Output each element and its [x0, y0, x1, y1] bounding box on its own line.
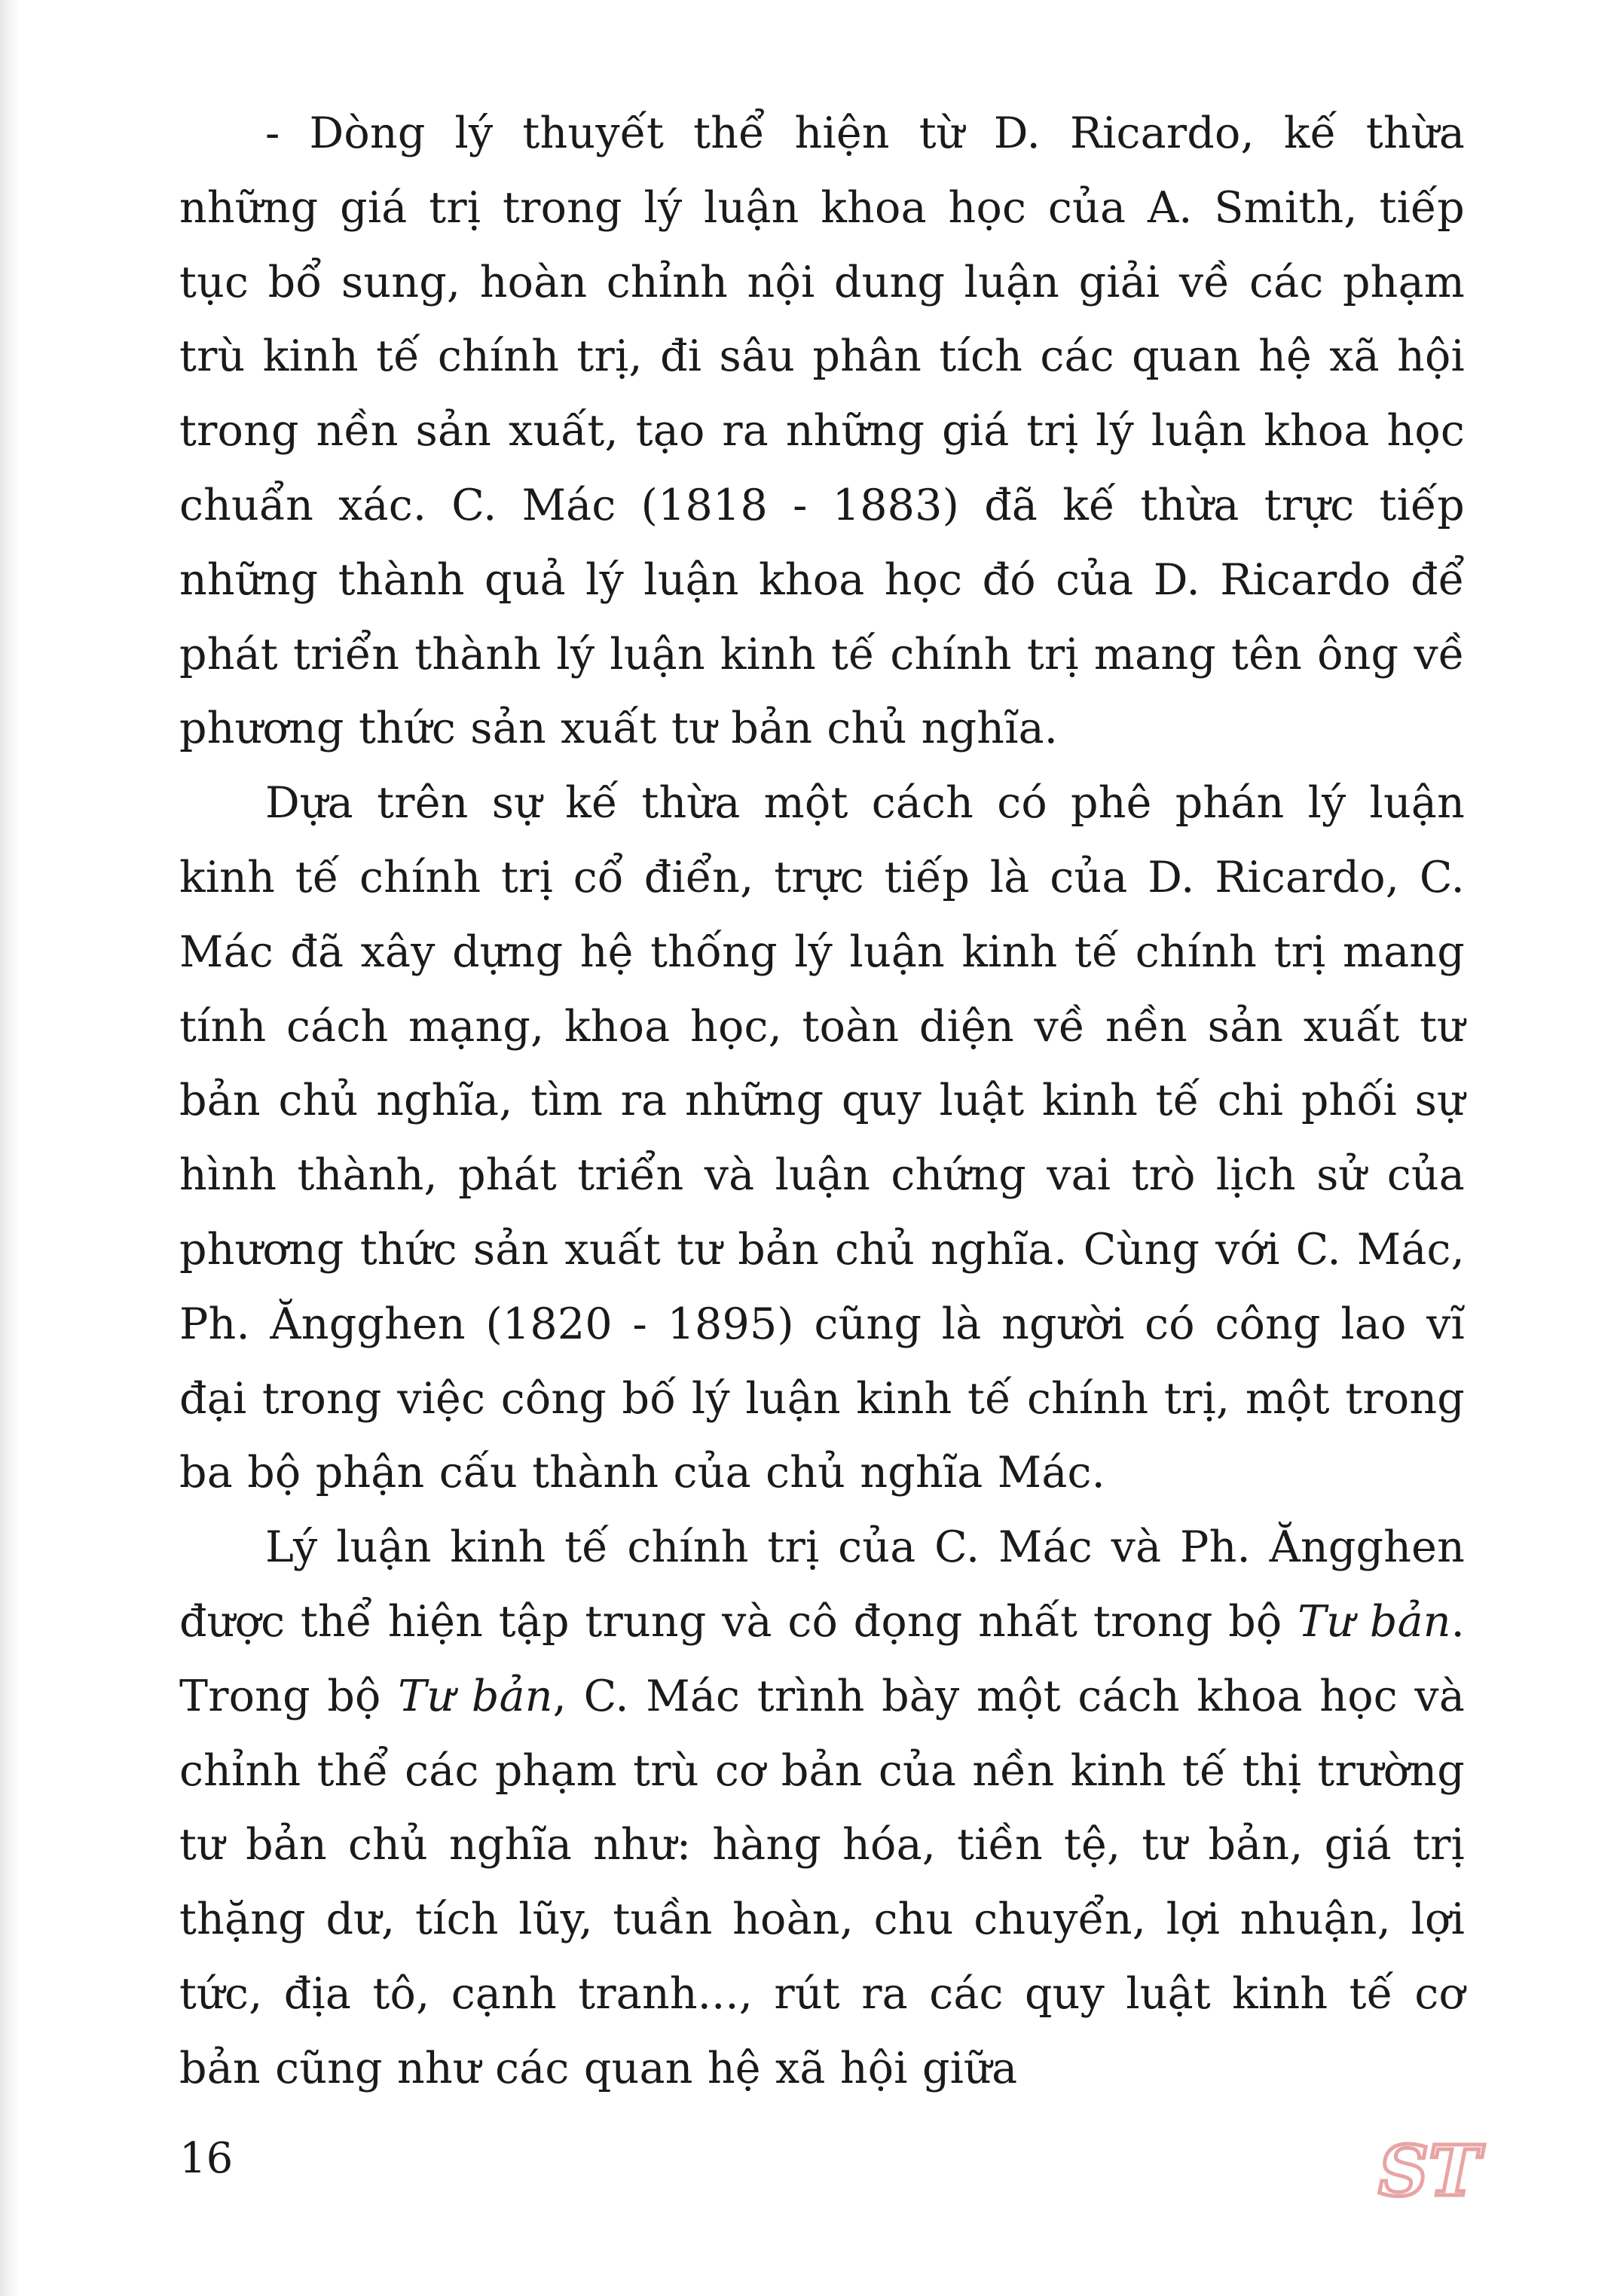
paragraph-capital-text-3: , C. Mác trình bày một cách khoa học và chỉnh thể các phạm trù cơ bản của nền kinh tế thị trường tư bản chủ nghĩa như: hàng hóa, tiền tệ, tư bản, giá trị thặng dư, tích lũy, tuần hoàn, chu chuyển, lợi nhuận, lợi tức, địa tô, cạnh tranh..., rút ra các quy luật kinh tế cơ bản cũng như các quan hệ xã hội giữa — [179, 1671, 1466, 2093]
paragraph-ricardo: - Dòng lý thuyết thể hiện từ D. Ricardo, kế thừa những giá trị trong lý luận khoa học của A. Smith, tiếp tục bổ sung, hoàn chỉnh nội dung luận giải về các phạm trù kinh tế chính trị, đi sâu phân tích các quan hệ xã hội trong nền sản xuất, tạo ra những giá trị lý luận khoa học chuẩn xác. C. Mác (1818 - 1883) đã kế thừa trực tiếp những thành quả lý luận khoa học đó của D. Ricardo để phát triển thành lý luận kinh tế chính trị mang tên ông về phương thức sản xuất tư bản chủ nghĩa. — [179, 108, 1465, 754]
paragraph-capital-text-1: Lý luận kinh tế chính trị của C. Mác và Ph. Ăngghen được thể hiện tập trung và cô đọng nhất trong bộ — [179, 1522, 1465, 1647]
paragraph-capital — [179, 1510, 1465, 2105]
page-number: 16 — [179, 2134, 234, 2183]
capital-title-italic: Tư bản — [1298, 1596, 1451, 1647]
paragraph-capital-text-2: . Trong bộ — [179, 1596, 1465, 1721]
publisher-logo-text: ST — [1378, 2130, 1481, 2212]
page-body — [179, 96, 1465, 2106]
capital-title-italic: Tư bản — [398, 1671, 553, 1721]
page-edge-shadow — [0, 0, 20, 2296]
publisher-logo-icon — [1378, 2129, 1481, 2212]
paragraph-marx-system: Dựa trên sự kế thừa một cách có phê phán lý luận kinh tế chính trị cổ điển, trực tiếp là của D. Ricardo, C. Mác đã xây dựng hệ thống lý luận kinh tế chính trị mang tính cách mạng, khoa học, toàn diện về nền sản xuất tư bản chủ nghĩa, tìm ra những quy luật kinh tế chi phối sự hình thành, phát triển và luận chứng vai trò lịch sử của phương thức sản xuất tư bản chủ nghĩa. Cùng với C. Mác, Ph. Ăngghen (1820 - 1895) cũng là người có công lao vĩ đại trong việc công bố lý luận kinh tế chính trị, một trong ba bộ phận cấu thành của chủ nghĩa Mác. — [179, 778, 1465, 1498]
